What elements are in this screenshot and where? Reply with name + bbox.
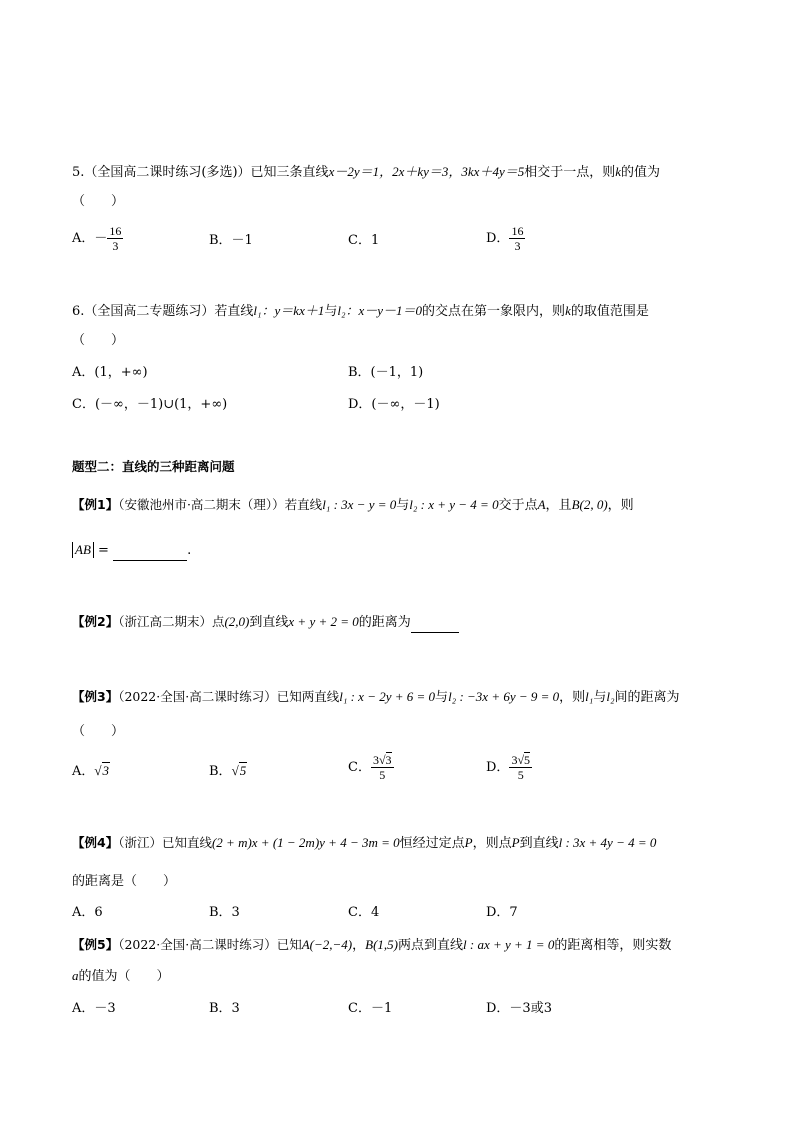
- ex2-stem: [72, 612, 459, 633]
- q6-option-b[interactable]: B．(－1，1): [348, 365, 424, 380]
- q6-option-a[interactable]: A．(1，+∞): [72, 365, 148, 380]
- ex4-option-d[interactable]: D．7: [486, 905, 518, 920]
- ex1-stem: [72, 495, 634, 516]
- ex4-option-a[interactable]: A．6: [72, 905, 103, 920]
- q5-var: k: [615, 164, 622, 179]
- answer-blank[interactable]: [113, 546, 187, 561]
- option-sign: －: [94, 231, 108, 246]
- q6-suffix2: 的取值范围是: [570, 304, 649, 319]
- denominator: 5: [379, 768, 386, 782]
- ex5-option-b[interactable]: B．3: [209, 1001, 240, 1016]
- ex1-equals: =: [98, 543, 109, 558]
- ex3-paren: （ ）: [72, 724, 125, 739]
- section-title: 题型二：直线的三种距离问题: [72, 459, 235, 474]
- ex5-source: （2022·全国·高二课时练习）已知: [118, 937, 302, 952]
- ex5-stem: [72, 935, 671, 956]
- q6-var: k: [565, 303, 571, 318]
- option-label: B．: [209, 764, 232, 779]
- numerator: 16: [511, 224, 524, 238]
- q6-stem: [72, 301, 649, 322]
- ex4-line: l : 3x + 4y − 4 = 0: [558, 835, 657, 850]
- ex5-end: 的距离相等，则实数: [554, 938, 672, 953]
- option-label: A．: [72, 231, 95, 246]
- ex1-point-b: B(2, 0): [571, 497, 608, 512]
- numerator: 3√3: [372, 753, 392, 767]
- ex1-point-a: A: [537, 497, 546, 512]
- ex1-tag: 【例1】: [72, 497, 119, 512]
- radicand: 5: [239, 763, 247, 778]
- q6-mid: 与: [324, 304, 338, 319]
- ex3-line2: l₂ : −3x + 6y − 9 = 0: [448, 689, 560, 704]
- radicand: 3: [102, 763, 110, 778]
- ex3-l1-ref: l₁: [585, 689, 594, 704]
- ex4-point-p2: P: [511, 835, 520, 850]
- fraction: [107, 224, 123, 253]
- radicand: 5: [524, 753, 531, 767]
- option-label: D．: [486, 760, 510, 775]
- ex2-tag: 【例2】: [72, 614, 119, 629]
- q5-paren: （ ）: [72, 194, 125, 209]
- denominator: 5: [517, 768, 524, 782]
- ex4-option-c[interactable]: C．4: [348, 905, 380, 920]
- ex4-stem: [72, 833, 656, 854]
- numerator: 16: [109, 224, 122, 238]
- ex5-tag: 【例5】: [72, 937, 119, 952]
- q6-line2: l₂：x－y－1＝0: [337, 303, 423, 318]
- q5-option-d[interactable]: [486, 224, 525, 253]
- ex1-answer-line: [72, 541, 191, 561]
- ex3-end: ，则: [559, 690, 586, 705]
- ex5-line2-row: [72, 966, 170, 987]
- ex3-l2-ref: l₂: [606, 689, 615, 704]
- ex3-option-b[interactable]: [209, 761, 247, 782]
- ex2-mid: 到直线: [249, 615, 289, 630]
- ex4-option-b[interactable]: B．3: [209, 905, 240, 920]
- q6-suffix: 的交点在第一象限内，则: [422, 304, 566, 319]
- ex5-sep: ，: [352, 938, 366, 953]
- denominator: 3: [514, 239, 521, 253]
- ex3-source: （2022·全国·高二课时练习）已知两直线: [118, 689, 340, 704]
- q6-paren: （ ）: [72, 333, 125, 348]
- ex4-source: （浙江）已知直线: [118, 835, 212, 850]
- ex5-point-b: B(1,5): [365, 937, 398, 952]
- ex3-option-a[interactable]: [72, 761, 110, 782]
- ex5-option-a[interactable]: A．－3: [72, 1001, 116, 1016]
- ex2-end: 的距离为: [358, 615, 411, 630]
- ex3-option-c[interactable]: [348, 753, 394, 782]
- sqrt: √5: [231, 763, 247, 778]
- option-label: C．: [348, 760, 371, 775]
- ex4-equation: (2 + m)x + (1 − 2m)y + 4 − 3m = 0: [211, 835, 400, 850]
- fraction: [509, 753, 532, 782]
- q5-suffix2: 的值为: [621, 165, 661, 180]
- sqrt: √3: [94, 763, 110, 778]
- option-label: D．: [486, 231, 510, 246]
- q6-prefix: 6.（全国高二专题练习）若直线: [72, 304, 254, 319]
- ex5-option-c[interactable]: C．－1: [348, 1001, 393, 1016]
- fraction: [371, 753, 394, 782]
- fraction: [509, 224, 525, 253]
- ex1-line1: l₁ : 3x − y = 0: [322, 497, 397, 512]
- q5-option-a[interactable]: [72, 224, 123, 253]
- ex1-mid2: 交于点: [498, 498, 538, 513]
- ex2-point: (2,0): [224, 614, 250, 629]
- denominator: 3: [112, 239, 119, 253]
- q5-equations: x－2y＝1，2x＋ky＝3，3kx＋4y＝5: [328, 164, 525, 179]
- coefficient: 3: [511, 753, 518, 767]
- q6-option-c[interactable]: C．(－∞，－1)∪(1，+∞): [72, 397, 228, 412]
- ex1-end: ，则: [607, 498, 634, 513]
- ex5-line2: 的值为（ ）: [78, 969, 170, 984]
- ex4-mid: 恒经过定点: [399, 836, 465, 851]
- ex3-mid2: 与: [593, 690, 607, 705]
- ex3-stem: [72, 687, 679, 708]
- ex1-mid: 与: [396, 498, 410, 513]
- ex5-point-a: A(−2,−4): [301, 937, 353, 952]
- ex1-period: .: [187, 543, 192, 558]
- ex4-mid3: 到直线: [519, 836, 559, 851]
- ex1-line2: l₂ : x + y − 4 = 0: [409, 497, 499, 512]
- q5-option-c[interactable]: C．1: [348, 233, 380, 248]
- ex2-equation: x + y + 2 = 0: [288, 614, 359, 629]
- radicand: 3: [385, 753, 392, 767]
- ex4-point-p: P: [464, 835, 473, 850]
- q6-line1: l₁：y＝kx＋1: [253, 303, 325, 318]
- ex5-var: a: [72, 968, 79, 983]
- ex4-line2: 的距离是（ ）: [72, 874, 177, 889]
- ex3-option-d[interactable]: [486, 753, 532, 782]
- q5-option-b[interactable]: B．－1: [209, 233, 253, 248]
- q5-stem: [72, 162, 660, 183]
- q5-prefix: 5.（全国高二课时练习(多选)）已知三条直线: [72, 165, 329, 180]
- ex3-line1: l₁ : x − 2y + 6 = 0: [339, 689, 436, 704]
- ex2-source: （浙江高二期末）点: [118, 614, 225, 629]
- q6-option-d[interactable]: D．(－∞，－1): [348, 397, 440, 412]
- ex3-tag: 【例3】: [72, 689, 119, 704]
- ex5-mid: 两点到直线: [398, 938, 464, 953]
- ex1-source: （安徽池州市·高二期末（理））若直线: [118, 497, 323, 512]
- q5-suffix: 相交于一点，则: [524, 165, 616, 180]
- coefficient: 3: [372, 753, 379, 767]
- ex1-mid3: ，且: [545, 498, 572, 513]
- answer-blank[interactable]: [411, 618, 459, 633]
- ex5-line: l : ax + y + 1 = 0: [463, 937, 555, 952]
- option-label: A．: [72, 764, 95, 779]
- numerator: 3√5: [511, 753, 531, 767]
- ex5-option-d[interactable]: D．－3或3: [486, 1001, 552, 1016]
- ex1-abs-ab: AB: [72, 542, 94, 558]
- ex4-tag: 【例4】: [72, 835, 119, 850]
- ex4-mid2: ，则点: [472, 836, 512, 851]
- ex3-end2: 间的距离为: [614, 690, 680, 705]
- ex3-mid: 与: [435, 690, 449, 705]
